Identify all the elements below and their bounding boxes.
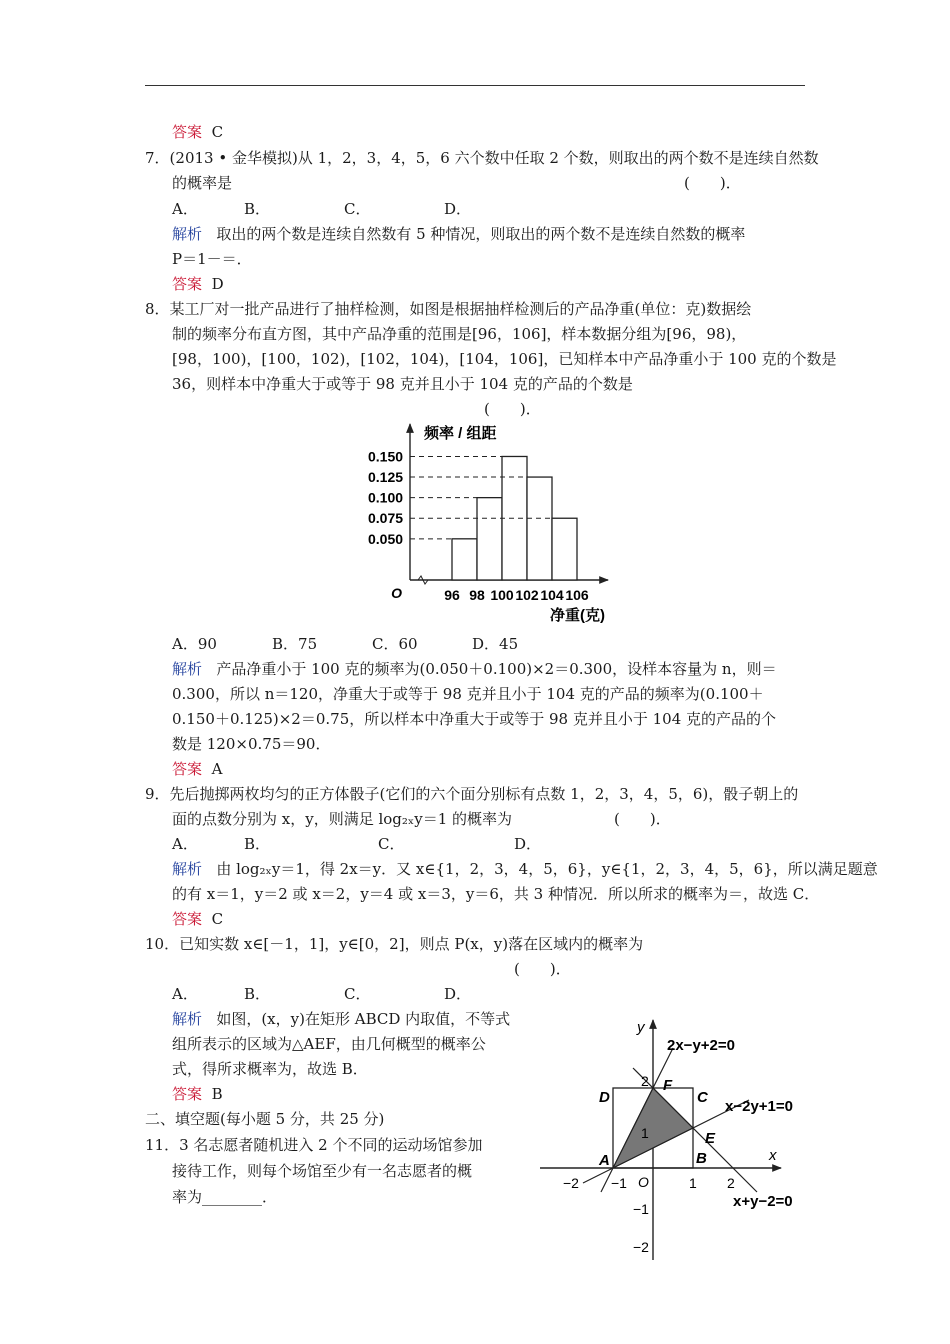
x-tick-1: 1 — [689, 1175, 697, 1191]
x-tick-label: 98 — [469, 587, 485, 603]
y-tick-label: 0.150 — [368, 448, 404, 465]
q9-analysis: 解析 由 log₂ₓy＝1，得 2x＝y．又 x∈{1，2，3，4，5，6}，y∈{1，2，3，4，5，6}，所以满足题意 — [172, 860, 878, 878]
q8-analysis-line4: 数是 120×0.75＝90． — [172, 735, 331, 753]
q9-line2: 面的点数分别为 x，y，则满足 log₂ₓy＝1 的概率为 — [172, 810, 513, 828]
q8-paren: ( )． — [484, 400, 541, 418]
point-a: A — [599, 1152, 610, 1169]
q10-analysis: 解析 如图，(x，y)在矩形 ABCD 内取值，不等式 — [172, 1010, 511, 1028]
q10-line1: 10．已知实数 x∈[－1，1]，y∈[0，2]，则点 P(x，y)落在区域内的概率为 — [145, 935, 644, 953]
q7-line1: 7．(2013 • 金华模拟)从 1，2，3，4，5，6 六个数中任取 2 个数，则取出的两个数不是连续自然数 — [145, 149, 819, 167]
q8-line4: 36，则样本中净重大于或等于 98 克并且小于 104 克的产品的个数是 — [172, 375, 633, 393]
q8-option-c: C．60 — [372, 635, 418, 653]
histogram-chart — [360, 420, 620, 625]
q8-line2: 制的频率分布直方图，其中产品净重的范围是[96，106]，样本数据分组为[96，98)， — [172, 325, 747, 343]
region-x-label: x — [769, 1147, 777, 1164]
q8-line1: 8．某工厂对一批产品进行了抽样检测，如图是根据抽样检测后的产品净重(单位：克)数据绘 — [145, 300, 752, 318]
q8-option-d: D．45 — [472, 635, 519, 653]
origin-label: O — [391, 585, 402, 601]
q7-analysis: 解析 取出的两个数是连续自然数有 5 种情况，则取出的两个数不是连续自然数的概率 — [172, 225, 746, 243]
y-axis-label: 频率 / 组距 — [424, 425, 497, 442]
q9-option-b: B． — [244, 835, 271, 853]
y-tick-neg1: −1 — [633, 1201, 649, 1217]
q9-analysis-line2: 的有 x＝1，y＝2 或 x＝2，y＝4 或 x＝3，y＝6，共 3 种情况．所以所求的概率为＝，故选 C． — [172, 885, 820, 903]
q6-answer: 答案 C — [172, 123, 224, 141]
q8-analysis-line2: 0.300，所以 n＝120，净重大于或等于 98 克并且小于 104 克的产品的频率为(0.100＋ — [172, 685, 764, 703]
header-rule — [145, 85, 805, 86]
y-tick-label: 0.075 — [368, 510, 404, 527]
q11-line1: 11．3 名志愿者随机进入 2 个不同的运动场馆参加 — [145, 1136, 483, 1154]
histogram-bar — [527, 477, 552, 580]
q8-option-a: A．90 — [172, 635, 217, 653]
line-label-1: 2x−y+2=0 — [667, 1037, 735, 1054]
x-tick-label: 96 — [444, 587, 460, 603]
q9-option-a: A． — [172, 835, 198, 853]
region-y-label: y — [637, 1019, 645, 1036]
q10-option-d: D． — [444, 985, 472, 1003]
point-f: F — [663, 1077, 673, 1094]
q10-analysis-line2: 组所表示的区域为△AEF，由几何概型的概率公 — [172, 1035, 486, 1053]
q7-option-c: C． — [344, 200, 371, 218]
y-tick-label: 0.100 — [368, 489, 404, 506]
x-tick-label: 106 — [565, 587, 589, 603]
x-tick-label: 100 — [490, 587, 514, 603]
x-tick-label: 104 — [540, 587, 564, 603]
y-tick-label: 0.125 — [368, 469, 404, 486]
y-tick-label: 0.050 — [368, 530, 404, 547]
q11-line3: 率为________． — [172, 1188, 278, 1206]
q9-option-d: D． — [514, 835, 542, 853]
x-axis-label: 净重(克) — [550, 607, 605, 624]
q10-option-a: A． — [172, 985, 198, 1003]
q10-option-c: C． — [344, 985, 371, 1003]
q8-analysis: 解析 产品净重小于 100 克的频率为(0.050＋0.100)×2＝0.300，设样本容量为 n，则＝ — [172, 660, 777, 678]
x-tick-neg1: −1 — [611, 1175, 627, 1191]
q9-paren: ( )． — [614, 810, 671, 828]
point-e: E — [705, 1130, 716, 1147]
q8-analysis-line3: 0.150＋0.125)×2＝0.75，所以样本中净重大于或等于 98 克并且小于 104 克的产品的个 — [172, 710, 777, 728]
y-tick-2: 2 — [641, 1073, 649, 1089]
y-tick-neg2: −2 — [633, 1239, 649, 1255]
point-c: C — [697, 1089, 708, 1106]
y-tick-1: 1 — [641, 1125, 649, 1141]
q9-option-c: C． — [378, 835, 405, 853]
histogram-bar — [502, 456, 527, 580]
point-b: B — [696, 1150, 707, 1167]
region-origin: O — [638, 1174, 649, 1190]
q10-analysis-line3: 式，得所求概率为，故选 B． — [172, 1060, 368, 1078]
histogram-bar — [452, 539, 477, 580]
q10-option-b: B． — [244, 985, 271, 1003]
q7-answer: 答案 D — [172, 275, 224, 293]
q7-option-b: B． — [244, 200, 271, 218]
q7-option-d: D． — [444, 200, 472, 218]
q9-line1: 9．先后抛掷两枚均匀的正方体骰子(它们的六个面分别标有点数 1，2，3，4，5，6)，骰子朝上的 — [145, 785, 799, 803]
x-tick-label: 102 — [515, 587, 539, 603]
q8-option-b: B．75 — [272, 635, 318, 653]
q11-line2: 接待工作，则每个场馆至少有一名志愿者的概 — [172, 1162, 473, 1180]
q9-answer: 答案 C — [172, 910, 224, 928]
q8-answer: 答案 A — [172, 760, 223, 778]
line-label-2: x−2y+1=0 — [725, 1098, 793, 1115]
q7-paren: ( )． — [684, 174, 741, 192]
q7-analysis-line2: P＝1－＝． — [172, 250, 252, 268]
q8-line3: [98，100)，[100，102)，[102，104)，[104，106]，已知样本中产品净重小于 100 克的个数是 — [172, 350, 837, 368]
line-label-3: x+y−2=0 — [733, 1193, 793, 1210]
x-tick-2: 2 — [727, 1175, 735, 1191]
histogram-bar — [477, 498, 502, 580]
q7-option-a: A． — [172, 200, 198, 218]
q10-paren: ( )． — [514, 960, 571, 978]
section-heading: 二、填空题(每小题 5 分，共 25 分) — [145, 1110, 385, 1128]
region-figure — [535, 1010, 810, 1265]
q10-answer: 答案 B — [172, 1085, 223, 1103]
histogram-bar — [552, 518, 577, 580]
x-tick-neg2: −2 — [563, 1175, 579, 1191]
q7-line2: 的概率是 — [172, 174, 233, 192]
point-d: D — [599, 1089, 610, 1106]
